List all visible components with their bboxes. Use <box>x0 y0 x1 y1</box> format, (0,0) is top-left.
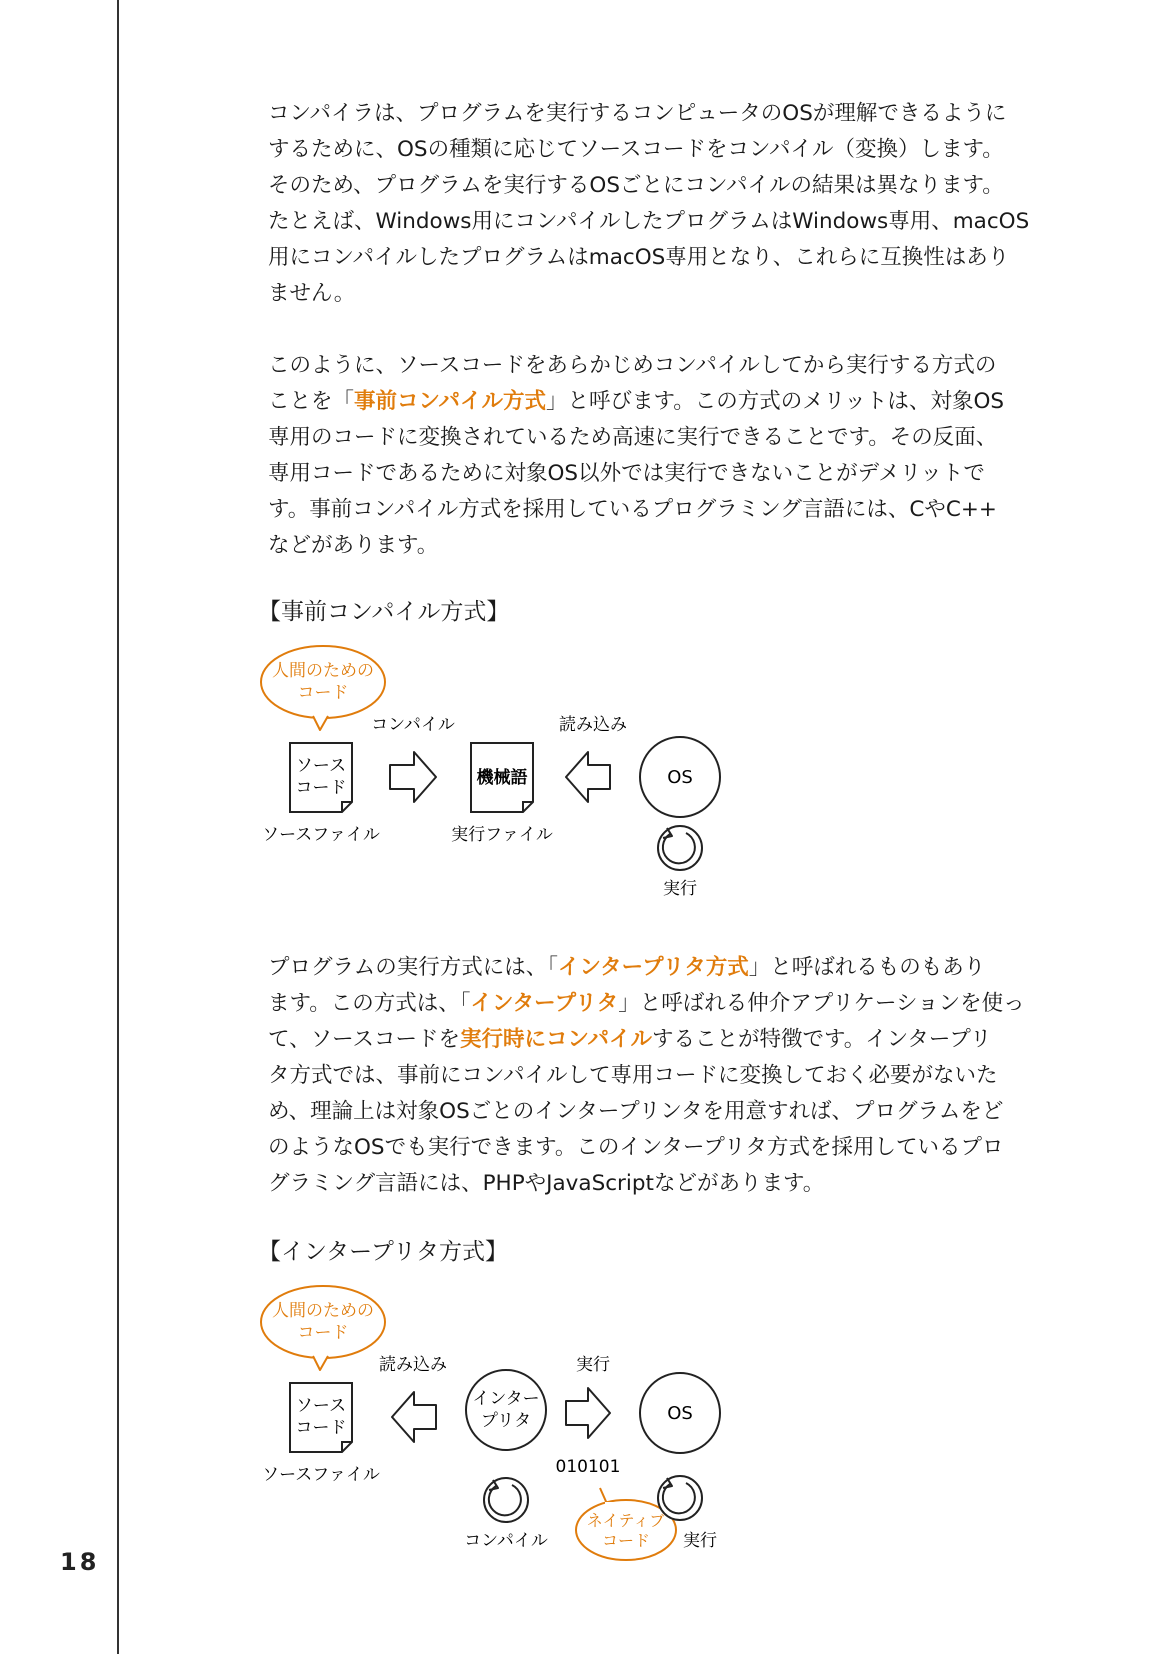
doc-text: ソース <box>295 1396 347 1416</box>
text-fragment: 」と呼びます。この方式のメリットは、対象OS <box>546 389 1005 414</box>
text-line <box>268 986 1063 1022</box>
exec-caption: 実行ファイル <box>451 825 553 845</box>
text-fragment: することが特徴です。インタープリ <box>652 1027 992 1052</box>
interpreter-circle <box>466 1370 546 1450</box>
cycle-icon <box>658 1476 702 1520</box>
text-line: ません。 <box>268 281 356 306</box>
arrow-right-icon <box>390 752 436 802</box>
highlight-term: インタープリタ <box>470 991 619 1016</box>
paragraph-compiler-intro <box>268 96 1063 312</box>
run-label: 実行 <box>663 879 697 899</box>
bubble-text: 人間のための <box>272 661 374 681</box>
text-line <box>268 950 1063 986</box>
bubble-text: コード <box>297 1323 349 1343</box>
source-caption: ソースファイル <box>262 825 380 845</box>
highlight-term: 実行時にコンパイル <box>460 1027 652 1052</box>
text-line: 専用コードであるために対象OS以外では実行できないことがデメリットで <box>268 461 985 486</box>
highlight-term: 事前コンパイル方式 <box>354 389 547 414</box>
speech-bubble <box>261 1286 385 1370</box>
page-content-2 <box>268 348 1063 564</box>
diagram-precompile <box>258 640 778 914</box>
text-line: コンパイラは、プログラムを実行するコンピュータのOSが理解できるように <box>268 101 1007 126</box>
bubble-text: コード <box>601 1531 651 1550</box>
text-fragment: ことを「 <box>268 389 355 414</box>
text-line: 用にコンパイルしたプログラムはmacOS専用となり、これらに互換性はあり <box>268 245 1010 270</box>
page-margin-rule <box>117 0 119 1654</box>
text-line: のようなOSでも実行できます。このインタープリタ方式を採用しているプロ <box>268 1135 1004 1160</box>
text-fragment: プログラムの実行方式には、「 <box>268 955 559 980</box>
bubble-text: ネイティブ <box>586 1511 666 1530</box>
text-line: このように、ソースコードをあらかじめコンパイルしてから実行する方式の <box>268 353 997 378</box>
text-fragment: 」と呼ばれるものもあり <box>748 955 986 980</box>
arrow-label-load: 読み込み <box>379 1355 447 1375</box>
text-line: たとえば、Windows用にコンパイルしたプログラムはWindows専用、macOS <box>268 209 1030 234</box>
arrow-left-icon <box>566 752 610 802</box>
os-label: OS <box>667 1403 693 1424</box>
text-line: 専用のコードに変換されているため高速に実行できることです。その反面、 <box>268 425 998 450</box>
bubble-text: 人間のための <box>272 1301 374 1321</box>
doc-text: コード <box>295 1418 347 1438</box>
arrow-label-load: 読み込み <box>559 715 627 735</box>
source-file-icon <box>290 743 352 812</box>
text-line <box>268 1022 1063 1058</box>
text-line: タ方式では、事前にコンパイルして専用コードに変換しておく必要がないた <box>268 1063 998 1088</box>
bubble-text: コード <box>297 683 349 703</box>
section-heading: 【インタープリタ方式】 <box>258 1239 509 1265</box>
text-line: め、理論上は対象OSごとのインタープリンタを用意すれば、プログラムをど <box>268 1099 1004 1124</box>
doc-text: 機械語 <box>476 768 528 788</box>
text-fragment: 」と呼ばれる仲介アプリケーションを使っ <box>618 991 1025 1016</box>
text-line: す。事前コンパイル方式を採用しているプログラミング言語には、CやC++ <box>268 497 997 522</box>
speech-bubble <box>261 646 385 730</box>
text-line: そのため、プログラムを実行するOSごとにコンパイルの結果は異なります。 <box>268 173 1004 198</box>
text-fragment: ます。この方式は、「 <box>268 991 471 1016</box>
text-line <box>268 384 1063 420</box>
doc-text: コード <box>295 778 347 798</box>
arrow-right-icon <box>566 1388 610 1438</box>
page-number: 18 <box>60 1548 100 1576</box>
paragraph-precompile <box>268 348 1063 564</box>
doc-text: ソース <box>295 756 347 776</box>
run-label: 実行 <box>683 1531 717 1551</box>
interpreter-label: プリタ <box>480 1411 532 1431</box>
heading-block-1 <box>258 596 1053 628</box>
heading-block-2 <box>258 1236 1053 1268</box>
diagram-interpreter <box>258 1280 778 1574</box>
section-heading: 【事前コンパイル方式】 <box>258 599 510 625</box>
highlight-term: インタープリタ方式 <box>558 955 749 980</box>
arrow-label-run: 実行 <box>576 1355 610 1375</box>
arrow-label-compile: コンパイル <box>371 715 455 735</box>
source-caption: ソースファイル <box>262 1465 380 1485</box>
exec-file-icon <box>471 743 533 812</box>
paragraph-interpreter <box>268 950 1063 1202</box>
cycle-icon <box>484 1478 528 1522</box>
cycle-icon <box>658 826 702 870</box>
os-label: OS <box>667 767 693 788</box>
arrow-left-icon <box>392 1392 436 1442</box>
text-fragment: て、ソースコードを <box>268 1027 460 1052</box>
page-content <box>268 96 1063 312</box>
interpreter-label: インター <box>472 1389 540 1409</box>
source-file-icon <box>290 1383 352 1452</box>
text-line: するために、OSの種類に応じてソースコードをコンパイル（変換）します。 <box>268 137 1004 162</box>
binary-label: 010101 <box>555 1457 621 1477</box>
text-line: グラミング言語には、PHPやJavaScriptなどがあります。 <box>268 1171 825 1196</box>
compile-label: コンパイル <box>464 1531 548 1551</box>
text-line: などがあります。 <box>268 533 439 558</box>
page-content-3 <box>268 950 1063 1202</box>
